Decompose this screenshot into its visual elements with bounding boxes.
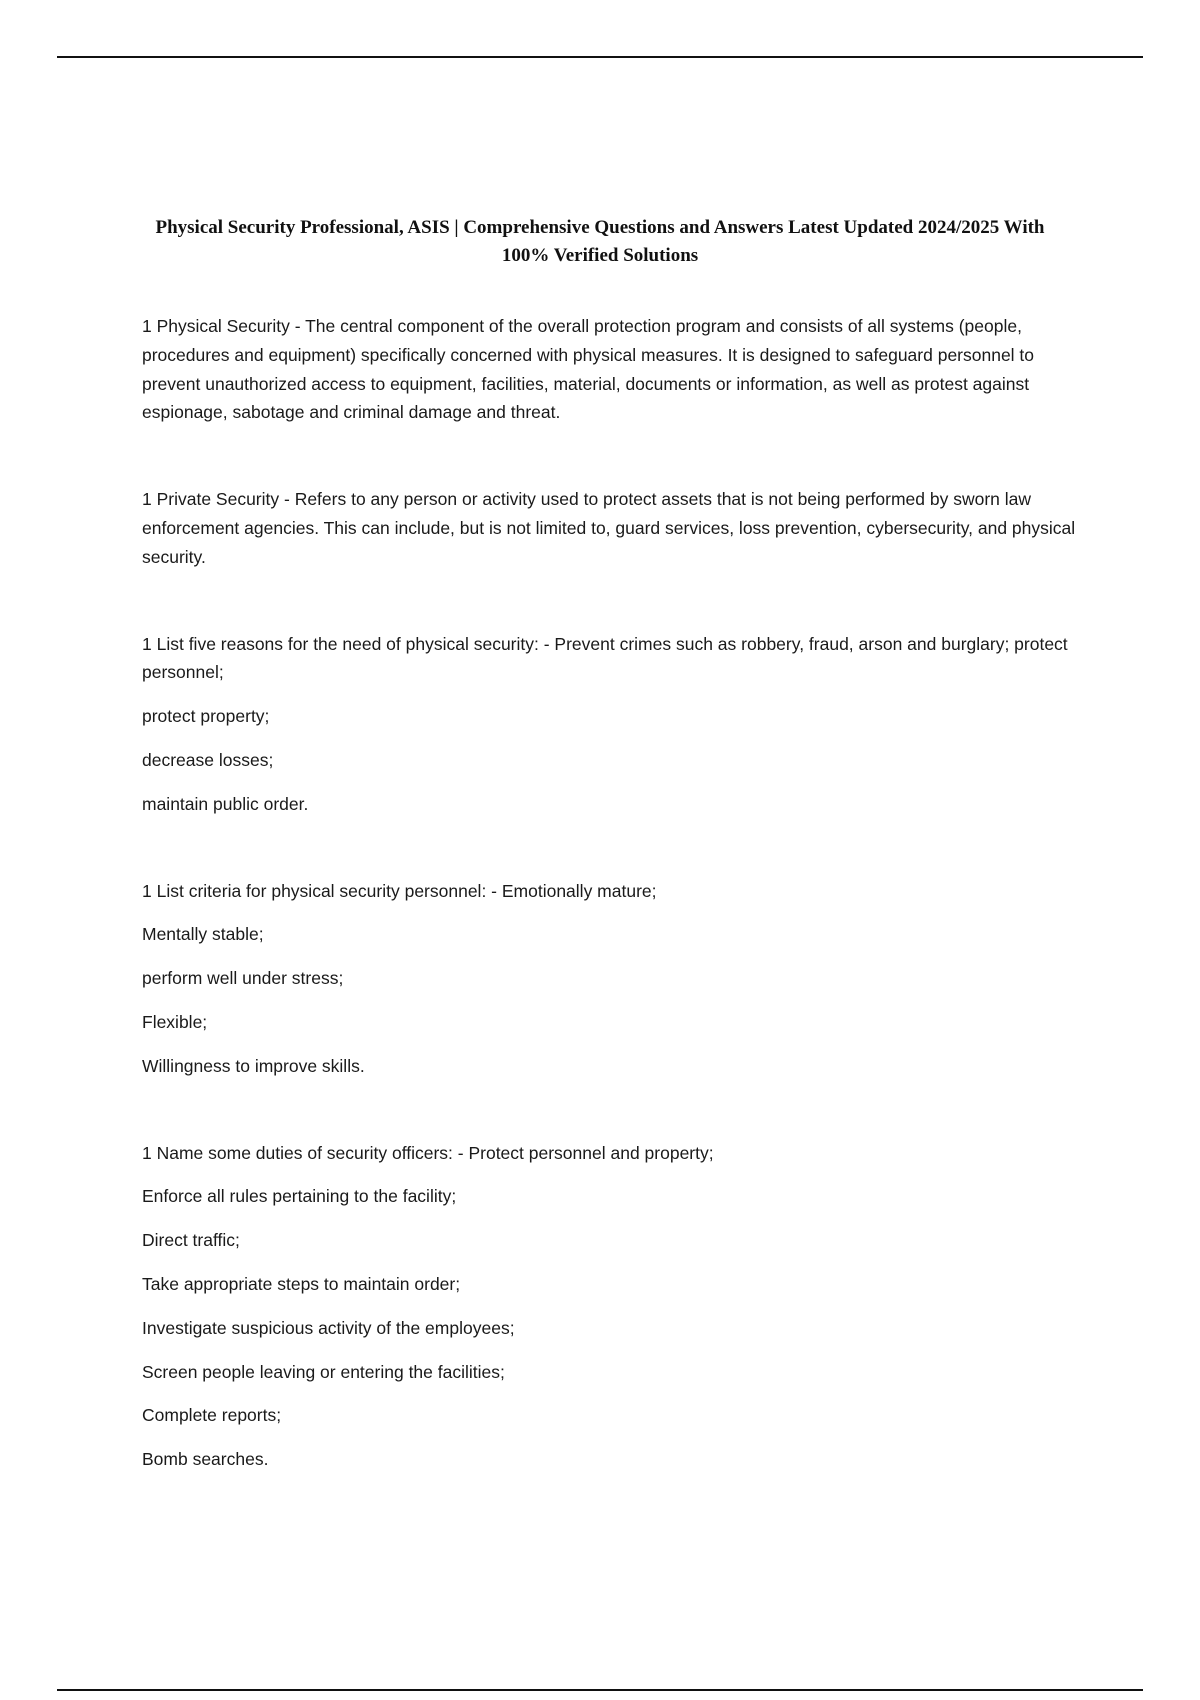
- entry-line: Complete reports;: [142, 1405, 282, 1426]
- entry-lead: 1 List five reasons for the need of physical security: - Prevent crimes such as robbery, fraud, arson and burglary; protect personnel;: [142, 633, 1068, 683]
- entry-line: Bomb searches.: [142, 1449, 269, 1470]
- entry-line: protect property;: [142, 706, 270, 727]
- entry-lead: 1 Physical Security - The central component of the overall protection program and consists of all systems (people, procedures and equipment) specifically concerned with physical measures. It is designed to safeguard personnel to prevent unauthorized access to equipment, facilities, material, documents or information, as well as protest against espionage, sabotage and criminal damage and threat.: [142, 316, 1035, 423]
- entry-line: decrease losses;: [142, 749, 274, 770]
- header-rule: [57, 56, 1143, 58]
- entry-lead: 1 Name some duties of security officers: - Protect personnel and property;: [142, 1142, 714, 1163]
- entry-line: Investigate suspicious activity of the employees;: [142, 1317, 515, 1338]
- entry-line: Enforce all rules pertaining to the facility;: [142, 1186, 457, 1207]
- entry-line: perform well under stress;: [142, 968, 344, 989]
- entry-physical-security: [142, 312, 1077, 427]
- entry-lead: 1 Private Security - Refers to any person or activity used to protect assets that is not being performed by sworn law enforcement agencies. This can include, but is not limited to, guard services, loss prevention, cybersecurity, and physical security.: [142, 489, 1076, 567]
- entry-lead: 1 List criteria for physical security personnel: - Emotionally mature;: [142, 880, 657, 901]
- entry-line: maintain public order.: [142, 793, 309, 814]
- entry-line: Direct traffic;: [142, 1230, 240, 1251]
- entry-line: Mentally stable;: [142, 924, 264, 945]
- entry-line: Flexible;: [142, 1011, 208, 1032]
- document-title: Physical Security Professional, ASIS | Comprehensive Questions and Answers Latest Updated 2024/2025 With 100% Verified Solutions: [155, 217, 1045, 266]
- entry-personnel-criteria: [142, 877, 1077, 1081]
- entry-line: Take appropriate steps to maintain order;: [142, 1273, 461, 1294]
- entry-line: Willingness to improve skills.: [142, 1055, 365, 1076]
- footer-rule: [57, 1689, 1143, 1691]
- document-body: [142, 312, 1077, 1532]
- entry-line: Screen people leaving or entering the facilities;: [142, 1361, 505, 1382]
- entry-private-security: [142, 485, 1077, 571]
- entry-reasons-physical-security: [142, 630, 1077, 819]
- entry-officer-duties: [142, 1139, 1077, 1474]
